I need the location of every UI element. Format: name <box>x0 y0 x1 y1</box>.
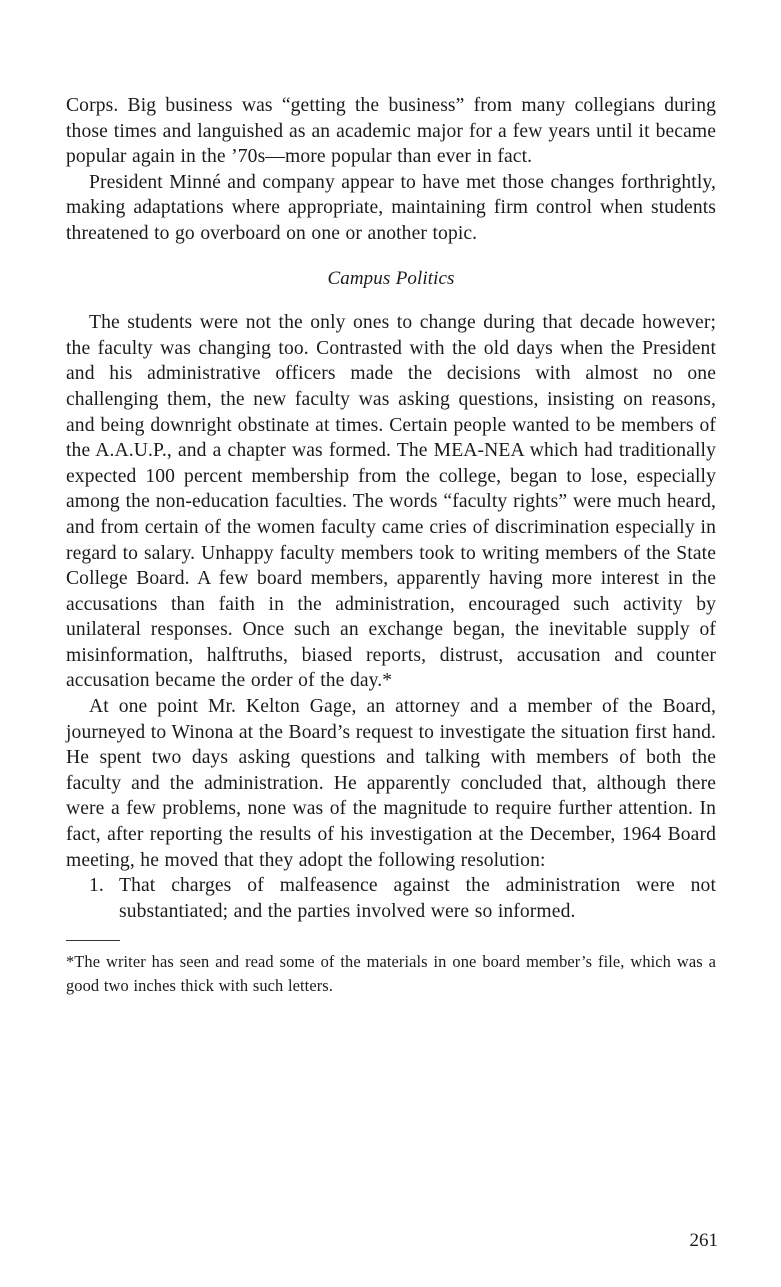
paragraph-1: Corps. Big business was “getting the business” from many collegians during those times and languished as an academic major for a few years until it became popular again in the ’70s—more popular than ever in fact. <box>66 95 716 168</box>
resolution-item-1 <box>89 873 716 924</box>
page-content <box>66 93 716 998</box>
footnote-divider <box>66 940 120 941</box>
footnote: *The writer has seen and read some of the materials in one board member’s file, which was a good two inches thick with such letters. <box>66 952 716 996</box>
list-text: That charges of malfeasence against the administration were not substantiated; and the parties involved were so informed. <box>119 875 716 922</box>
section-heading: Campus Politics <box>327 267 455 289</box>
paragraph-4: At one point Mr. Kelton Gage, an attorney and a member of the Board, journeyed to Winona at the Board’s request to investigate the situation first hand. He spent two days asking questions and talking with members of both the faculty and the administration. He apparently concluded that, although there were a few problems, none was of the magnitude to require further attention. In fact, after reporting the results of his investigation at the December, 1964 Board meeting, he moved that they adopt the following resolution: <box>66 696 716 871</box>
paragraph-2: President Minné and company appear to have met those changes forthrightly, making adaptations where appropriate, maintaining firm control when students threatened to go overboard on one or another topic. <box>66 171 716 244</box>
paragraph-3: The students were not the only ones to change during that decade however; the faculty was changing too. Contrasted with the old days when the President and his administrative officers made the decisions with almost no one challenging them, the new faculty was asking questions, insisting on reasons, and being downright obstinate at times. Certain people wanted to be members of the A.A.U.P., and a chapter was formed. The MEA-NEA which had traditionally expected 100 percent membership from the college, began to lose, especially among the non-education faculties. The words “faculty rights” were much heard, and from certain of the women faculty came cries of discrimination especially in regard to salary. Unhappy faculty members took to writing members of the State College Board. A few board members, apparently having more interest in the accusations than faith in the administration, encouraged such activity by unilateral responses. Once such an exchange began, the inevitable supply of misinformation, halftruths, biased reports, distrust, accusation and counter accusation became the order of the day.* <box>66 312 716 692</box>
list-number: 1. <box>89 875 104 897</box>
page-number: 261 <box>689 1230 718 1251</box>
